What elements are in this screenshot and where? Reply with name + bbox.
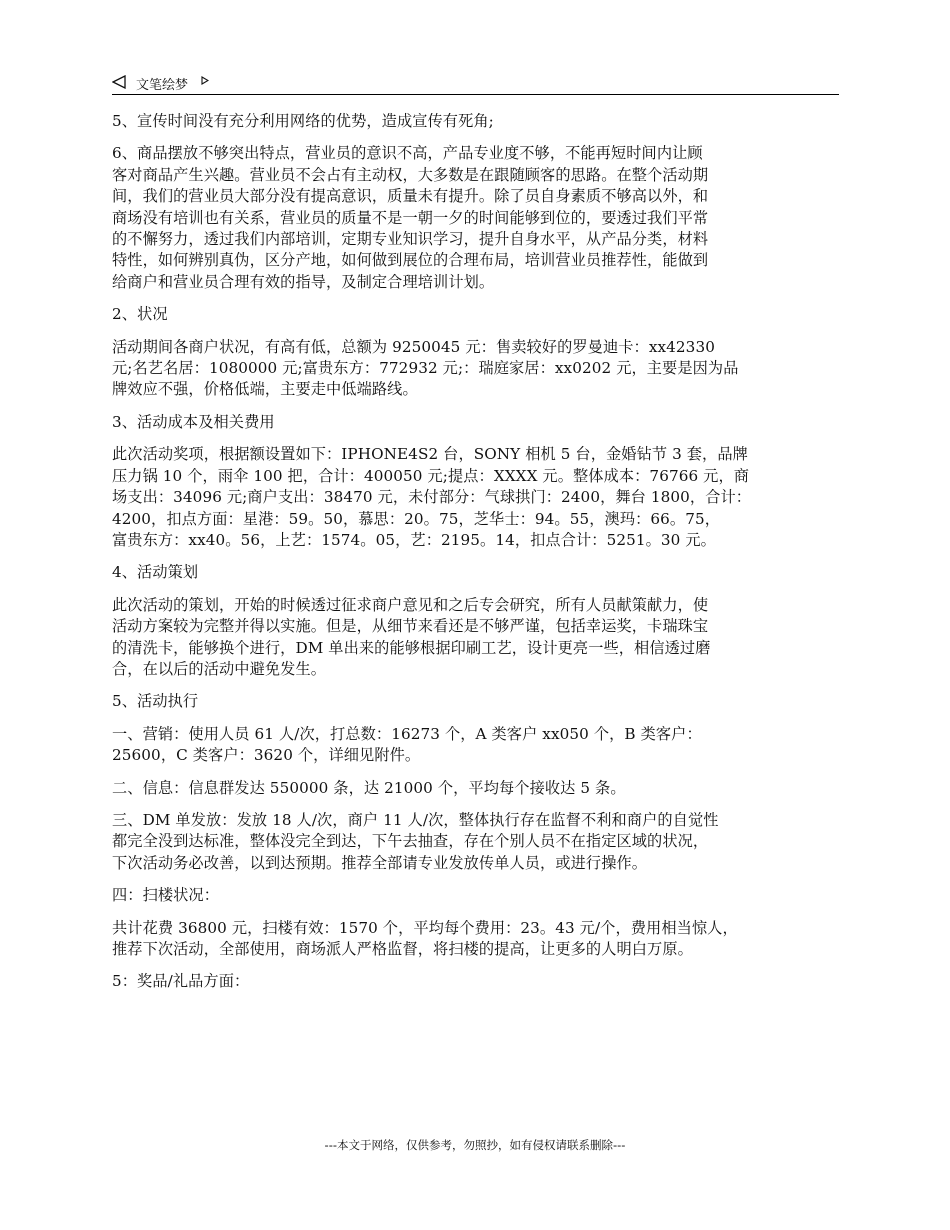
paragraph: 共计花费 36800 元，扫楼有效：1570 个，平均每个费用：23。43 元/个，费用相当惊人， 推荐下次活动，全部使用，商场派人严格监督，将扫楼的提高，让更多的人明白万原。	[112, 918, 738, 958]
paragraph: 6、商品摆放不够突出特点，营业员的意识不高，产品专业度不够，不能再短时间内让顾 客对商品产生兴趣。营业员不会占有主动权，大多数是在跟随顾客的思路。在整个活动期 间，我们的营业员大部分没有提高意识，质量未有提升。除了员自身素质不够高以外，和 商场没有培训也有关系，营业员的质量不是一朝一夕的时间能够到位的，要透过我们平常 的不懈努力，透过我们内部培训，定期专业知识学习，提升自身水平，从产品分类，材料 特性，如何辨别真伪，区分产地，如何做到展位的合理布局，培训营业员推荐性，能做到 给商户和营业员合理有效的指导，及制定合理培训计划。	[112, 144, 709, 291]
paragraph: 此次活动的策划，开始的时候透过征求商户意见和之后专会研究，所有人员献策献力，使 活动方案较为完整并得以实施。但是，从细节来看还是不够严谨，包括幸运奖，卡瑞珠宝 的清洗卡，能够换个进行，DM 单出来的能够根据印刷工艺，设计更亮一些，相信透过磨 合，在以后的活动中避免发生。	[112, 595, 711, 678]
header-brand: 文笔绘梦	[136, 78, 189, 93]
page-footer: ---本文于网络，仅供参考，勿照抄，如有侵权请联系删除---	[324, 1138, 626, 1152]
paragraph: 三、DM 单发放：发放 18 人/次，商户 11 人/次，整体执行存在监督不利和商户的自觉性 都完全没到达标准，整体没完全到达，下午去抽查，存在个别人员不在指定区域的状况， 下次活动务必改善，以到达预期。推荐全部请专业发放传单人员，或进行操作。	[112, 810, 719, 872]
triangle-right-icon	[201, 76, 209, 85]
document-body	[112, 111, 845, 1004]
section-heading: 2、状况	[112, 305, 168, 324]
paragraph: 5、宣传时间没有充分利用网络的优势，造成宣传有死角;	[112, 112, 494, 130]
triangle-left-icon	[112, 75, 126, 89]
paragraph: 一、营销：使用人员 61 人/次，打总数：16273 个，A 类客户 xx050 个，B 类客户： 25600，C 类客户：3620 个，详细见附件。	[112, 724, 702, 765]
paragraph: 活动期间各商户状况，有高有低，总额为 9250045 元：售卖较好的罗曼迪卡：xx42330 元;名艺名居：1080000 元;富贵东方：772932 元;：瑞庭家居：xx0202 元，主要是因为品 牌效应不强，价格低端，主要走中低端路线。	[112, 337, 739, 399]
page-header	[112, 72, 839, 95]
paragraph: 此次活动奖项，根据额设置如下：IPHONE4S2 台，SONY 相机 5 台，金婚钻节 3 套，品牌 压力锅 10 个，雨伞 100 把，合计：400050 元;提点：XXXX 元。整体成本：76766 元，商 场支出：34096 元;商户支出：38470 元，未付部分：气球拱门：2400，舞台 1800，合计： 4200，扣点方面：星港：59。50，慕思：20。75，芝华士：94。55，澳玛：66。75， 富贵东方：xx40。56，上艺：1574。05，艺：2195。14，扣点合计：5251。30 元。	[112, 445, 752, 549]
section-heading: 四：扫楼状况：	[112, 886, 220, 905]
section-heading: 5、活动执行	[112, 692, 199, 711]
section-heading: 5：奖品/礼品方面：	[112, 972, 250, 991]
section-heading: 4、活动策划	[112, 563, 199, 582]
paragraph: 二、信息：信息群发达 550000 条，达 21000 个，平均每个接收达 5 条。	[112, 778, 626, 797]
section-heading: 3、活动成本及相关费用	[112, 412, 275, 431]
